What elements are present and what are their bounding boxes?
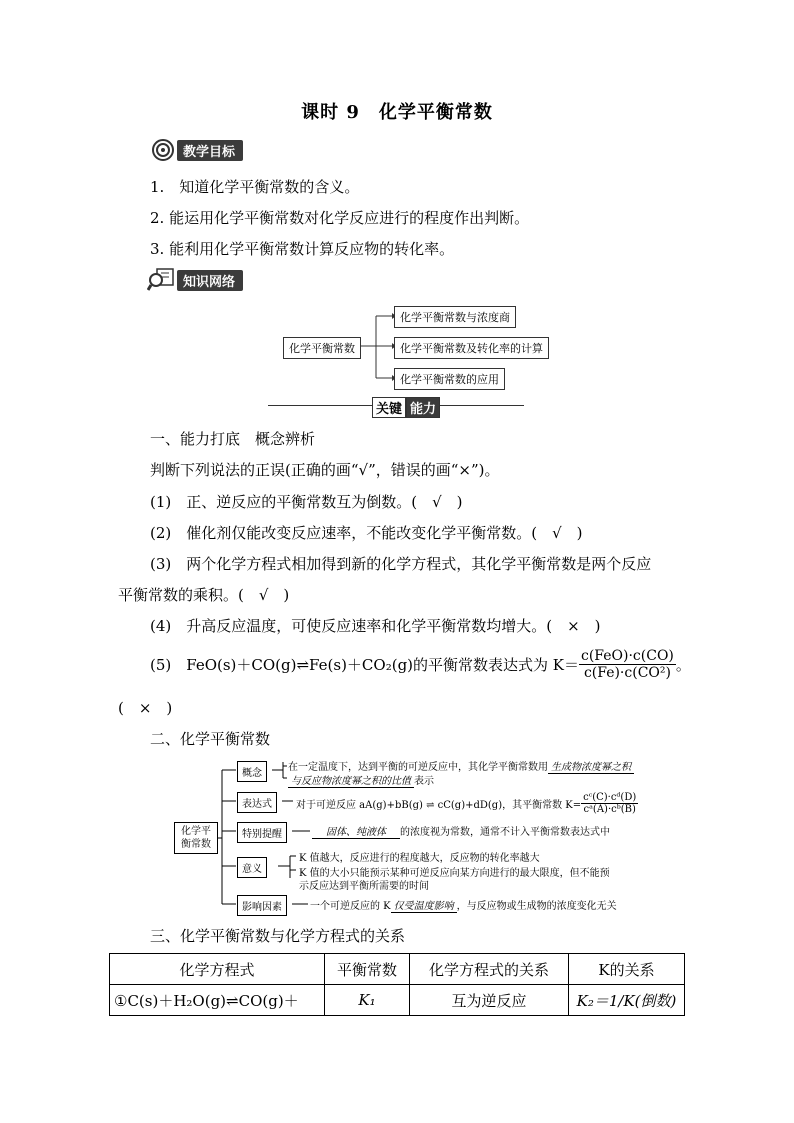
key-ability-right: 能力	[406, 397, 440, 418]
teaching-goals-label: 教学目标	[177, 140, 243, 161]
knowledge-network-label: 知识网络	[177, 270, 243, 291]
table-header: 化学方程式	[110, 954, 325, 985]
concept-fill1: 生成物浓度幂之积	[548, 762, 634, 774]
branch-factors: 影响因素	[237, 895, 287, 916]
branch-reminder: 特别提醒	[237, 822, 287, 843]
concept-text2: 表示	[414, 776, 434, 787]
table-cell: K₁	[325, 985, 410, 1016]
item5-answer: ( × )	[118, 699, 173, 717]
goal-item: 3. 能利用化学平衡常数计算反应物的转化率。	[150, 240, 455, 258]
key-ability-left: 关键	[372, 397, 406, 418]
relation-table	[109, 953, 685, 1016]
expr-numerator: cᶜ(C)·cᵈ(D)	[583, 792, 637, 803]
item5-text: (5) FeO(s)＋CO(g)⇌Fe(s)＋CO₂(g)的平衡常数表达式为 K＝	[150, 656, 579, 674]
branch-expression: 表达式	[237, 792, 277, 813]
concept-text1: 在一定温度下，达到平衡的可逆反应中，其化学平衡常数用	[288, 762, 548, 773]
branch-concept: 概念	[237, 761, 267, 782]
factors-line	[310, 897, 617, 912]
page-title: 课时 9 化学平衡常数	[301, 102, 493, 123]
concept-root: 化学平衡常数	[174, 822, 218, 854]
reminder-text: 的浓度视为常数，通常不计入平衡常数表达式中	[400, 827, 610, 838]
meaning-line1: K 值越大，反应进行的程度越大，反应物的转化率越大	[299, 853, 540, 864]
network-root: 化学平衡常数	[283, 337, 361, 359]
section-heading: 一、能力打底 概念辨析	[150, 430, 316, 448]
reminder-line	[312, 823, 610, 838]
reminder-fill: 固体、纯液体	[312, 827, 400, 839]
expr-fraction	[581, 792, 638, 815]
factor-text1: 一个可逆反应的 K	[310, 901, 391, 912]
meaning-line2: K 值的大小只能预示某种可逆反应向某方向进行的最大限度，但不能预	[299, 868, 610, 879]
expr-text: 对于可逆反应 aA(g)+bB(g) ⇌ cC(g)+dD(g)，其平衡常数 K=	[296, 800, 582, 811]
goal-item: 1. 知道化学平衡常数的含义。	[150, 178, 360, 196]
factor-fill: 仅受温度影响	[391, 901, 457, 913]
branch-meaning: 意义	[237, 857, 267, 878]
judge-item: (1) 正、逆反应的平衡常数互为倒数。( √ )	[150, 493, 463, 511]
judge-item: (3) 两个化学方程式相加得到新的化学方程式，其化学平衡常数是两个反应	[150, 555, 652, 573]
table-cell: 互为逆反应	[410, 985, 569, 1016]
instruction-text: 判断下列说法的正误(正确的画“√”，错误的画“×”)。	[150, 461, 500, 479]
network-child: 化学平衡常数及转化率的计算	[394, 337, 549, 359]
judge-item: (4) 升高反应温度，可使反应速率和化学平衡常数均增大。( × )	[150, 617, 601, 635]
goal-item: 2. 能运用化学平衡常数对化学反应进行的程度作出判断。	[150, 209, 530, 227]
expr-denominator: cᵃ(A)·cᵇ(B)	[583, 804, 636, 815]
concept-fill2: 与反应物浓度幂之积的比值	[288, 776, 414, 788]
factor-text2: ，与反应物或生成物的浓度变化无关	[456, 901, 617, 912]
section-heading: 三、化学平衡常数与化学方程式的关系	[150, 927, 406, 945]
expression-line	[296, 792, 638, 815]
concept-line1	[288, 758, 634, 773]
network-child: 化学平衡常数的应用	[394, 368, 505, 390]
item5-end: 。	[675, 656, 691, 674]
network-child: 化学平衡常数与浓度商	[394, 306, 516, 328]
item5-denominator: c(Fe)·c(CO²)	[583, 665, 671, 681]
judge-item: (2) 催化剂仅能改变反应速率，不能改变化学平衡常数。( √ )	[150, 524, 583, 542]
table-cell: ①C(s)＋H₂O(g)⇌CO(g)＋	[110, 985, 325, 1016]
table-header: 平衡常数	[325, 954, 410, 985]
table-header: K的关系	[569, 954, 685, 985]
table-row	[110, 985, 685, 1016]
meaning-line3: 示反应达到平衡所需要的时间	[299, 881, 429, 892]
section-heading: 二、化学平衡常数	[150, 730, 271, 748]
table-header: 化学方程式的关系	[410, 954, 569, 985]
judge-item-cont: 平衡常数的乘积。( √ )	[118, 586, 290, 604]
concept-line2	[288, 772, 434, 787]
item5-numerator: c(FeO)·c(CO)	[581, 648, 674, 664]
table-header-row	[110, 954, 685, 985]
table-cell: K₂＝1/K(倒数)	[569, 985, 685, 1016]
